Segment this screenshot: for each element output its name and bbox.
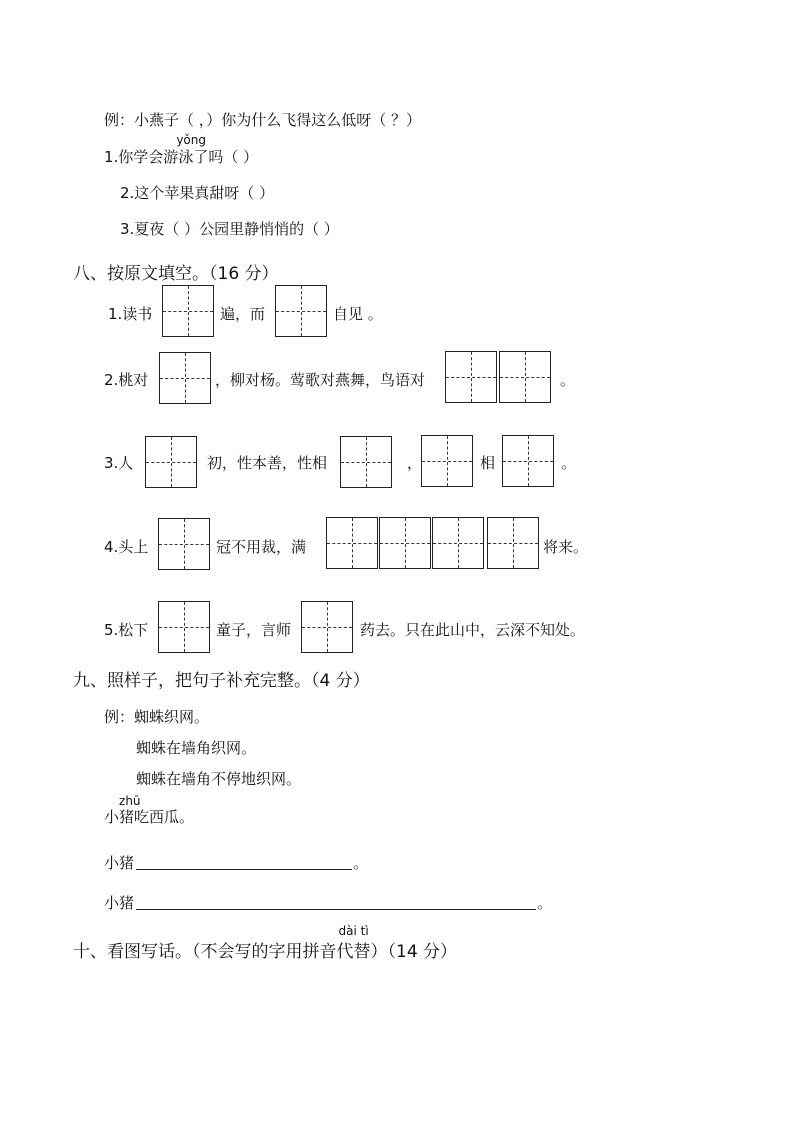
- s8-l3-text-3: ，: [407, 454, 423, 472]
- q1-text-a: 1.你学会游: [104, 148, 179, 166]
- s9-example-1: 例：蜘蛛织网。: [104, 708, 210, 726]
- s9-pinyin: zhū: [119, 794, 141, 808]
- punct-q3: 3.夏夜（ ）公园里静悄悄的（ ）: [120, 220, 339, 238]
- s8-l3-text-5: 。: [561, 454, 577, 472]
- s9-fill1-end: 。: [353, 854, 369, 872]
- s8-l1-text-2: 遍，而: [220, 305, 266, 323]
- s10-annotated-word: [336, 924, 371, 962]
- writing-box[interactable]: [162, 285, 214, 337]
- s10-title-a: 十、看图写话。（不会写的字用拼音: [73, 942, 337, 962]
- s9-annotated-char: [119, 794, 141, 827]
- s8-l1-text-1: 1.读书: [108, 305, 153, 323]
- writing-box[interactable]: [421, 435, 473, 487]
- s8-l4-text-3: 将来。: [543, 538, 589, 556]
- answer-line-2[interactable]: [136, 909, 536, 910]
- s8-l5-text-2: 童子，言师: [216, 621, 292, 639]
- writing-box[interactable]: [340, 436, 392, 488]
- s9-fill2-end: 。: [537, 894, 553, 912]
- writing-box[interactable]: [326, 517, 378, 569]
- s8-l2-text-3: 。: [560, 371, 576, 389]
- writing-box[interactable]: [502, 435, 554, 487]
- section8-title: 八、按原文填空。（16 分）: [73, 264, 279, 284]
- s9-base-c: 吃西瓜。: [134, 808, 195, 826]
- s10-pinyin: dài tì: [338, 924, 369, 938]
- s8-l3-text-4: 相: [480, 454, 496, 472]
- s10-word: 代替: [336, 942, 371, 962]
- s9-fill2-label: 小猪: [104, 894, 135, 912]
- writing-box[interactable]: [379, 517, 431, 569]
- s8-l5-text-3: 药去。只在此山中，云深不知处。: [360, 621, 586, 639]
- s9-char: 猪: [119, 808, 135, 826]
- writing-box[interactable]: [158, 601, 210, 653]
- s9-fill1-label: 小猪: [104, 854, 135, 872]
- section10-title: [73, 924, 458, 962]
- answer-line-1[interactable]: [136, 869, 352, 870]
- example-line: 例：小燕子（ ，）你为什么飞得这么低呀（ ？）: [104, 111, 422, 129]
- s8-l4-text-2: 冠不用裁，满: [216, 538, 307, 556]
- s8-l5-text-1: 5.松下: [104, 621, 149, 639]
- writing-box[interactable]: [445, 351, 497, 403]
- section9-title: 九、照样子，把句子补充完整。（4 分）: [73, 671, 370, 691]
- s8-l3-text-1: 3.人: [104, 454, 134, 472]
- s8-l2-text-1: 2.桃对: [104, 371, 149, 389]
- s9-example-2: 蜘蛛在墙角织网。: [136, 739, 257, 757]
- q1-pinyin: yǒng: [176, 133, 206, 147]
- s8-l1-text-3: 自见 。: [333, 305, 383, 323]
- s8-l2-text-2: ，柳对杨。莺歌对燕舞，鸟语对: [215, 371, 426, 389]
- punct-q2: 2.这个苹果真甜呀（ ）: [120, 184, 275, 202]
- writing-box[interactable]: [301, 601, 353, 653]
- q1-text-c: 了吗（ ）: [193, 148, 259, 166]
- writing-box[interactable]: [499, 351, 551, 403]
- q1-annotated-char: [176, 133, 206, 167]
- writing-box[interactable]: [432, 517, 484, 569]
- s8-l3-text-2: 初，性本善，性相: [207, 454, 328, 472]
- punct-q1: [104, 133, 259, 167]
- writing-box[interactable]: [158, 518, 210, 570]
- writing-box[interactable]: [159, 352, 211, 404]
- s9-example-3: 蜘蛛在墙角不停地织网。: [136, 770, 302, 788]
- s10-title-c: ）（14 分）: [370, 942, 458, 962]
- writing-box[interactable]: [145, 436, 197, 488]
- s9-base-a: 小: [104, 808, 120, 826]
- q1-char: 泳: [178, 148, 194, 166]
- s8-l4-text-1: 4.头上: [104, 538, 149, 556]
- writing-box[interactable]: [275, 285, 327, 337]
- writing-box[interactable]: [487, 517, 539, 569]
- s9-base-sentence: [104, 794, 195, 827]
